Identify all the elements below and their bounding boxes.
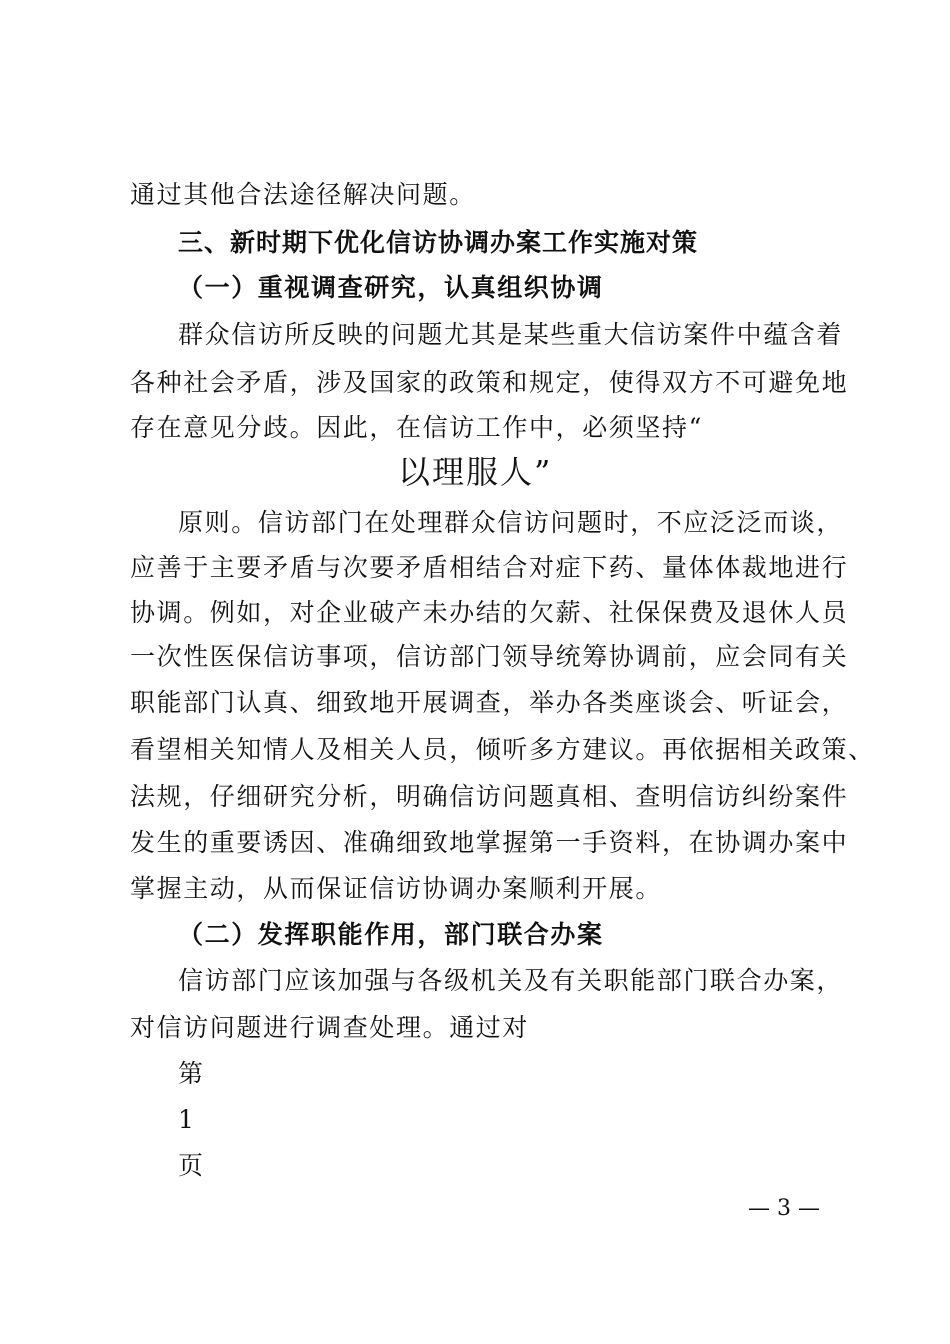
- emphasis-phrase: 以理服人”: [398, 453, 553, 491]
- paragraph-line: 一次性医保信访事项，信访部门领导统筹协调前，应会同有关: [130, 642, 849, 671]
- paragraph-line: 应善于主要矛盾与次要矛盾相结合对症下药、量体体裁地进行: [130, 553, 849, 582]
- subsection-heading: （一）重视调查研究，认真组织协调: [178, 273, 604, 302]
- paragraph-line: 发生的重要诱因、准确细致地掌握第一手资料，在协调办案中: [130, 828, 849, 857]
- footer-char: 第: [178, 1059, 205, 1088]
- paragraph-line: 通过其他合法途径解决问题。: [130, 180, 476, 209]
- paragraph-line: 掌握主动，从而保证信访协调办案顺利开展。: [130, 874, 663, 903]
- paragraph-line: 看望相关知情人及相关人员，倾听多方建议。再依据相关政策、: [130, 735, 875, 764]
- paragraph-line: 各种社会矛盾，涉及国家的政策和规定，使得双方不可避免地: [130, 368, 849, 397]
- footer-char: 页: [178, 1151, 205, 1180]
- paragraph-line: 群众信访所反映的问题尤其是某些重大信访案件中蕴含着: [178, 320, 844, 349]
- subsection-heading: （二）发挥职能作用，部门联合办案: [178, 920, 604, 949]
- paragraph-line: 原则。信访部门在处理群众信访问题时，不应泛泛而谈，: [178, 508, 844, 537]
- footer-char: 1: [178, 1105, 196, 1134]
- paragraph-line: 协调。例如，对企业破产未办结的欠薪、社保保费及退休人员: [130, 598, 849, 627]
- paragraph-line: 存在意见分歧。因此，在信访工作中，必须坚持“: [130, 413, 703, 442]
- paragraph-line: 法规，仔细研究分析，明确信访问题真相、查明信访纠纷案件: [130, 782, 849, 811]
- paragraph-line: 对信访问题进行调查处理。通过对: [130, 1013, 530, 1042]
- section-heading: 三、新时期下优化信访协调办案工作实施对策: [178, 228, 699, 257]
- paragraph-line: 信访部门应该加强与各级机关及有关职能部门联合办案，: [178, 966, 844, 995]
- page-number: — 3 —: [748, 1196, 820, 1221]
- paragraph-line: 职能部门认真、细致地开展调查，举办各类座谈会、听证会，: [130, 688, 849, 717]
